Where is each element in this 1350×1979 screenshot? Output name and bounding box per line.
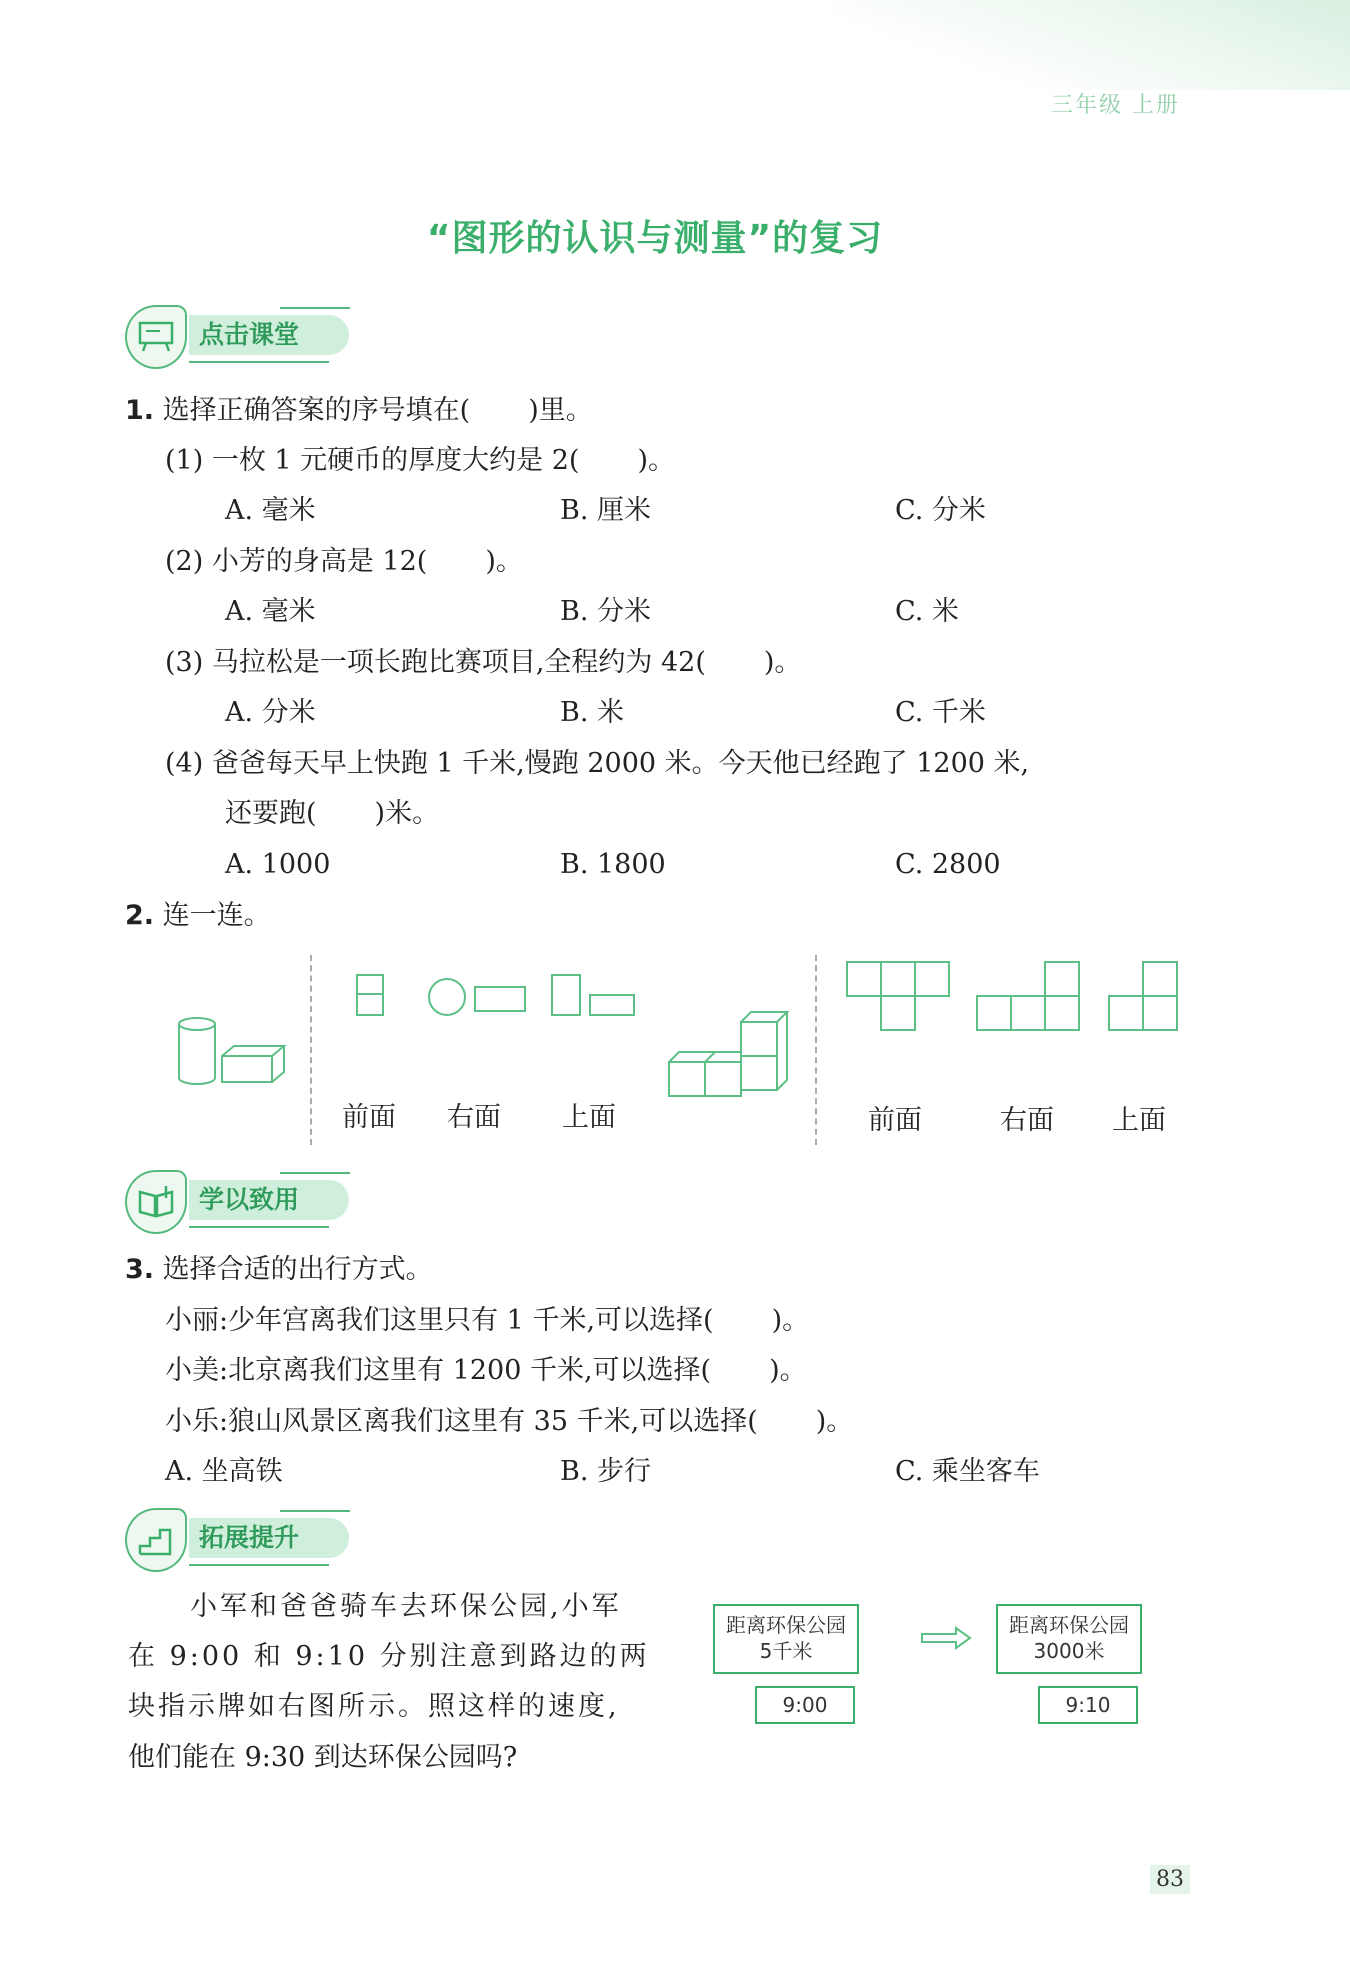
item-text-end: )。 <box>763 647 802 678</box>
item-text-end: )。 <box>485 546 523 577</box>
item-text: (2) 小芳的身高是 12( <box>165 546 428 577</box>
divider <box>280 307 350 309</box>
q3-line-1 <box>165 1303 809 1339</box>
option-c: C. 乘坐客车 <box>895 1456 1040 1487</box>
dashed-divider <box>310 955 312 1145</box>
grade-label: 三年级 上册 <box>1051 93 1180 118</box>
option-a: A. 毫米 <box>225 495 316 526</box>
blackboard-icon <box>125 305 187 369</box>
item-text: (3) 马拉松是一项长跑比赛项目,全程约为 42( <box>165 647 706 678</box>
option-a: A. 坐高铁 <box>165 1456 283 1487</box>
face-label: 右面 <box>1000 1105 1054 1136</box>
distance-sign-2 <box>996 1604 1142 1674</box>
cylinder-and-cuboid-figure <box>170 1010 290 1090</box>
question-number: 2. <box>125 900 155 931</box>
option-a: A. 1000 <box>225 849 331 880</box>
option-c: C. 分米 <box>895 495 986 526</box>
dashed-divider <box>815 955 817 1145</box>
option-b: B. 1800 <box>560 849 666 880</box>
item-text-end: )米。 <box>374 798 440 829</box>
section-label: 拓展提升 <box>189 1518 349 1558</box>
option-b: B. 米 <box>560 697 625 728</box>
option-a: A. 分米 <box>225 697 316 728</box>
divider <box>189 361 329 363</box>
section-label: 学以致用 <box>189 1180 349 1220</box>
face-label: 前面 <box>342 1102 396 1133</box>
option-b: B. 分米 <box>560 596 652 627</box>
sign-line-1: 距离环保公园 <box>1009 1613 1129 1637</box>
time-box-1: 9:00 <box>755 1686 855 1724</box>
arrow-right-icon <box>920 1626 972 1650</box>
item-text: (1) 一枚 1 元硬币的厚度大约是 2( <box>165 445 580 476</box>
item-text: 还要跑( <box>225 798 317 829</box>
sign-line-2: 3000米 <box>1033 1639 1105 1663</box>
question-2-stem <box>125 898 271 934</box>
q1-item-2 <box>165 544 523 580</box>
q4-line-4: 他们能在 9:30 到达环保公园吗? <box>128 1742 518 1773</box>
question-text-end: )里。 <box>528 395 593 426</box>
face-label: 上面 <box>1112 1105 1166 1136</box>
page-number: 83 <box>1150 1865 1190 1894</box>
question-text: 连一连。 <box>162 900 271 931</box>
divider <box>189 1226 329 1228</box>
line-text: 小丽:少年宫离我们这里只有 1 千米,可以选择( <box>165 1305 714 1336</box>
q4-line-2: 在 9:00 和 9:10 分别注意到路边的两 <box>128 1641 650 1672</box>
option-c: C. 米 <box>895 596 959 627</box>
divider <box>189 1564 329 1566</box>
q3-line-3 <box>165 1404 853 1440</box>
view-shapes-right <box>845 960 1185 1035</box>
corner-decoration <box>830 0 1350 90</box>
book-icon <box>125 1170 187 1234</box>
line-text: 小美:北京离我们这里有 1200 千米,可以选择( <box>165 1355 712 1386</box>
face-label: 上面 <box>562 1102 616 1133</box>
view-shapes-left <box>355 970 640 1020</box>
divider <box>280 1510 350 1512</box>
question-1-stem <box>125 393 593 429</box>
question-number: 1. <box>125 395 155 426</box>
item-text-end: )。 <box>637 445 676 476</box>
q4-line-1: 小军和爸爸骑车去环保公园,小军 <box>190 1591 622 1622</box>
option-c: C. 2800 <box>895 849 1001 880</box>
time-box-2: 9:10 <box>1038 1686 1138 1724</box>
page-title: “图形的认识与测量”的复习 <box>426 218 884 259</box>
question-number: 3. <box>125 1254 155 1285</box>
question-3-stem <box>125 1252 433 1288</box>
face-label: 右面 <box>447 1102 501 1133</box>
line-text: 小乐:狼山风景区离我们这里有 35 千米,可以选择( <box>165 1406 758 1437</box>
q1-item-1 <box>165 443 675 479</box>
line-text-end: )。 <box>769 1355 807 1386</box>
question-text: 选择正确答案的序号填在( <box>162 395 471 426</box>
distance-sign-1 <box>713 1604 859 1674</box>
cube-stack-figure <box>665 1000 795 1110</box>
section-label: 点击课堂 <box>189 315 349 355</box>
sign-line-2: 5千米 <box>759 1639 813 1663</box>
option-a: A. 毫米 <box>225 596 316 627</box>
option-b: B. 厘米 <box>560 495 652 526</box>
option-c: C. 千米 <box>895 697 986 728</box>
option-b: B. 步行 <box>560 1456 652 1487</box>
section-header-3 <box>125 1508 355 1572</box>
section-header-2 <box>125 1170 355 1234</box>
line-text-end: )。 <box>771 1305 810 1336</box>
line-text-end: )。 <box>815 1406 854 1437</box>
section-header-1 <box>125 305 355 369</box>
q4-line-3: 块指示牌如右图所示。照这样的速度, <box>128 1691 620 1722</box>
sign-line-1: 距离环保公园 <box>726 1613 846 1637</box>
question-text: 选择合适的出行方式。 <box>162 1254 433 1285</box>
q1-item-3 <box>165 645 801 681</box>
divider <box>280 1172 350 1174</box>
q1-item-4-cont <box>225 796 439 832</box>
stairs-icon <box>125 1508 187 1572</box>
q3-line-2 <box>165 1353 807 1389</box>
q1-item-4: (4) 爸爸每天早上快跑 1 千米,慢跑 2000 米。今天他已经跑了 1200 米, <box>165 748 1030 779</box>
face-label: 前面 <box>868 1105 922 1136</box>
